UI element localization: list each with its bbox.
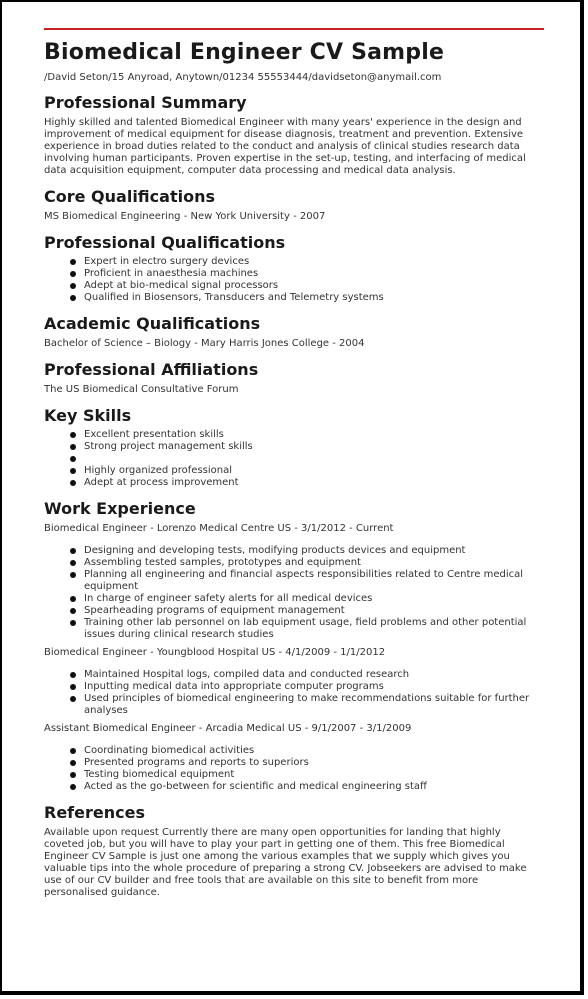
bullet-icon: [70, 772, 76, 778]
list-item: Presented programs and reports to superiors: [84, 757, 536, 769]
list-item: Planning all engineering and financial aspects responsibilities related to Centre medical equipment: [84, 569, 536, 593]
bullet-icon: [70, 620, 76, 626]
list-item: Assembling tested samples, prototypes and equipment: [84, 557, 536, 569]
references-heading: References: [44, 803, 145, 822]
summary-heading: Professional Summary: [44, 93, 247, 112]
bullet-icon: [70, 468, 76, 474]
list-item: Strong project management skills: [84, 441, 536, 453]
bullet-icon: [70, 259, 76, 265]
list-item: Highly organized professional: [84, 465, 536, 477]
core-heading: Core Qualifications: [44, 187, 215, 206]
bullet-icon: [70, 480, 76, 486]
professional-heading: Professional Qualifications: [44, 233, 286, 252]
job-title: Biomedical Engineer - Youngblood Hospital US - 4/1/2009 - 1/1/2012: [44, 647, 386, 658]
bullet-icon: [70, 784, 76, 790]
cv-title: Biomedical Engineer CV Sample: [44, 40, 445, 65]
bullet-icon: [70, 548, 76, 554]
list-item: Training other lab personnel on lab equipment usage, field problems and other potential issues during clinical research studies: [84, 617, 536, 641]
list-item: Used principles of biomedical engineering to make recommendations suitable for further analyses: [84, 693, 536, 717]
list-item: In charge of engineer safety alerts for all medical devices: [84, 593, 536, 605]
list-item: Acted as the go-between for scientific and medical engineering staff: [84, 781, 536, 793]
bullet-icon: [70, 696, 76, 702]
list-item: Spearheading programs of equipment management: [84, 605, 536, 617]
bullet-icon: [70, 608, 76, 614]
list-item: Adept at process improvement: [84, 477, 536, 489]
bullet-icon: [70, 760, 76, 766]
bullet-icon: [70, 572, 76, 578]
skills-heading: Key Skills: [44, 406, 132, 425]
list-item: Coordinating biomedical activities: [84, 745, 536, 757]
bullet-icon: [70, 560, 76, 566]
bullet-icon: [70, 295, 76, 301]
bullet-icon: [70, 748, 76, 754]
job-title: Assistant Biomedical Engineer - Arcadia Medical US - 9/1/2007 - 3/1/2009: [44, 723, 412, 734]
header-rule: [44, 28, 544, 30]
list-item: [84, 453, 536, 465]
job-duties-list: [44, 745, 536, 793]
academic-heading: Academic Qualifications: [44, 314, 261, 333]
bullet-icon: [70, 283, 76, 289]
list-item: Inputting medical data into appropriate computer programs: [84, 681, 536, 693]
cv-content: [44, 92, 536, 899]
bullet-icon: [70, 684, 76, 690]
bullet-icon: [70, 456, 76, 462]
affiliations-heading: Professional Affiliations: [44, 360, 259, 379]
bullet-icon: [70, 444, 76, 450]
work-heading: Work Experience: [44, 499, 196, 518]
job-duties-list: [44, 669, 536, 717]
academic-text: Bachelor of Science – Biology - Mary Harris Jones College - 2004: [44, 338, 365, 349]
list-item: Proficient in anaesthesia machines: [84, 268, 536, 280]
summary-text: Highly skilled and talented Biomedical Engineer with many years' experience in the design and improvement of medical equipment for disease diagnosis, treatment and prevention. Extensive experience in broad duties related to the conduct and analysis of clinical studies research data involving human participants. Proven expertise in the set-up, testing, and interfacing of medical data acquisition equipment, computer data processing and medical data analysis.: [44, 117, 526, 176]
core-text: MS Biomedical Engineering - New York University - 2007: [44, 211, 326, 222]
bullet-icon: [70, 672, 76, 678]
references-text: Available upon request Currently there are many open opportunities for landing that highly coveted job, but you will have to play your part in getting one of them. This free Biomedical Engineer CV Sample is just one among the various examples that we supply which gives you valuable tips into the whole procedure of preparing a strong CV. Jobseekers are advised to make use of our CV builder and free tools that are available on this site to benefit from more personalised guidance.: [44, 827, 527, 898]
list-item: Adept at bio-medical signal processors: [84, 280, 536, 292]
list-item: Testing biomedical equipment: [84, 769, 536, 781]
job-duties-list: [44, 545, 536, 641]
professional-list: [44, 256, 536, 304]
list-item: Expert in electro surgery devices: [84, 256, 536, 268]
list-item: Designing and developing tests, modifying products devices and equipment: [84, 545, 536, 557]
bullet-icon: [70, 432, 76, 438]
contact-line: /David Seton/15 Anyroad, Anytown/01234 55553444/davidseton@anymail.com: [44, 72, 442, 83]
job-title: Biomedical Engineer - Lorenzo Medical Centre US - 3/1/2012 - Current: [44, 523, 394, 534]
list-item: Maintained Hospital logs, compiled data and conducted research: [84, 669, 536, 681]
bullet-icon: [70, 271, 76, 277]
affiliations-text: The US Biomedical Consultative Forum: [44, 384, 239, 395]
list-item: Qualified in Biosensors, Transducers and Telemetry systems: [84, 292, 536, 304]
skills-list: [44, 429, 536, 489]
list-item: Excellent presentation skills: [84, 429, 536, 441]
bullet-icon: [70, 596, 76, 602]
